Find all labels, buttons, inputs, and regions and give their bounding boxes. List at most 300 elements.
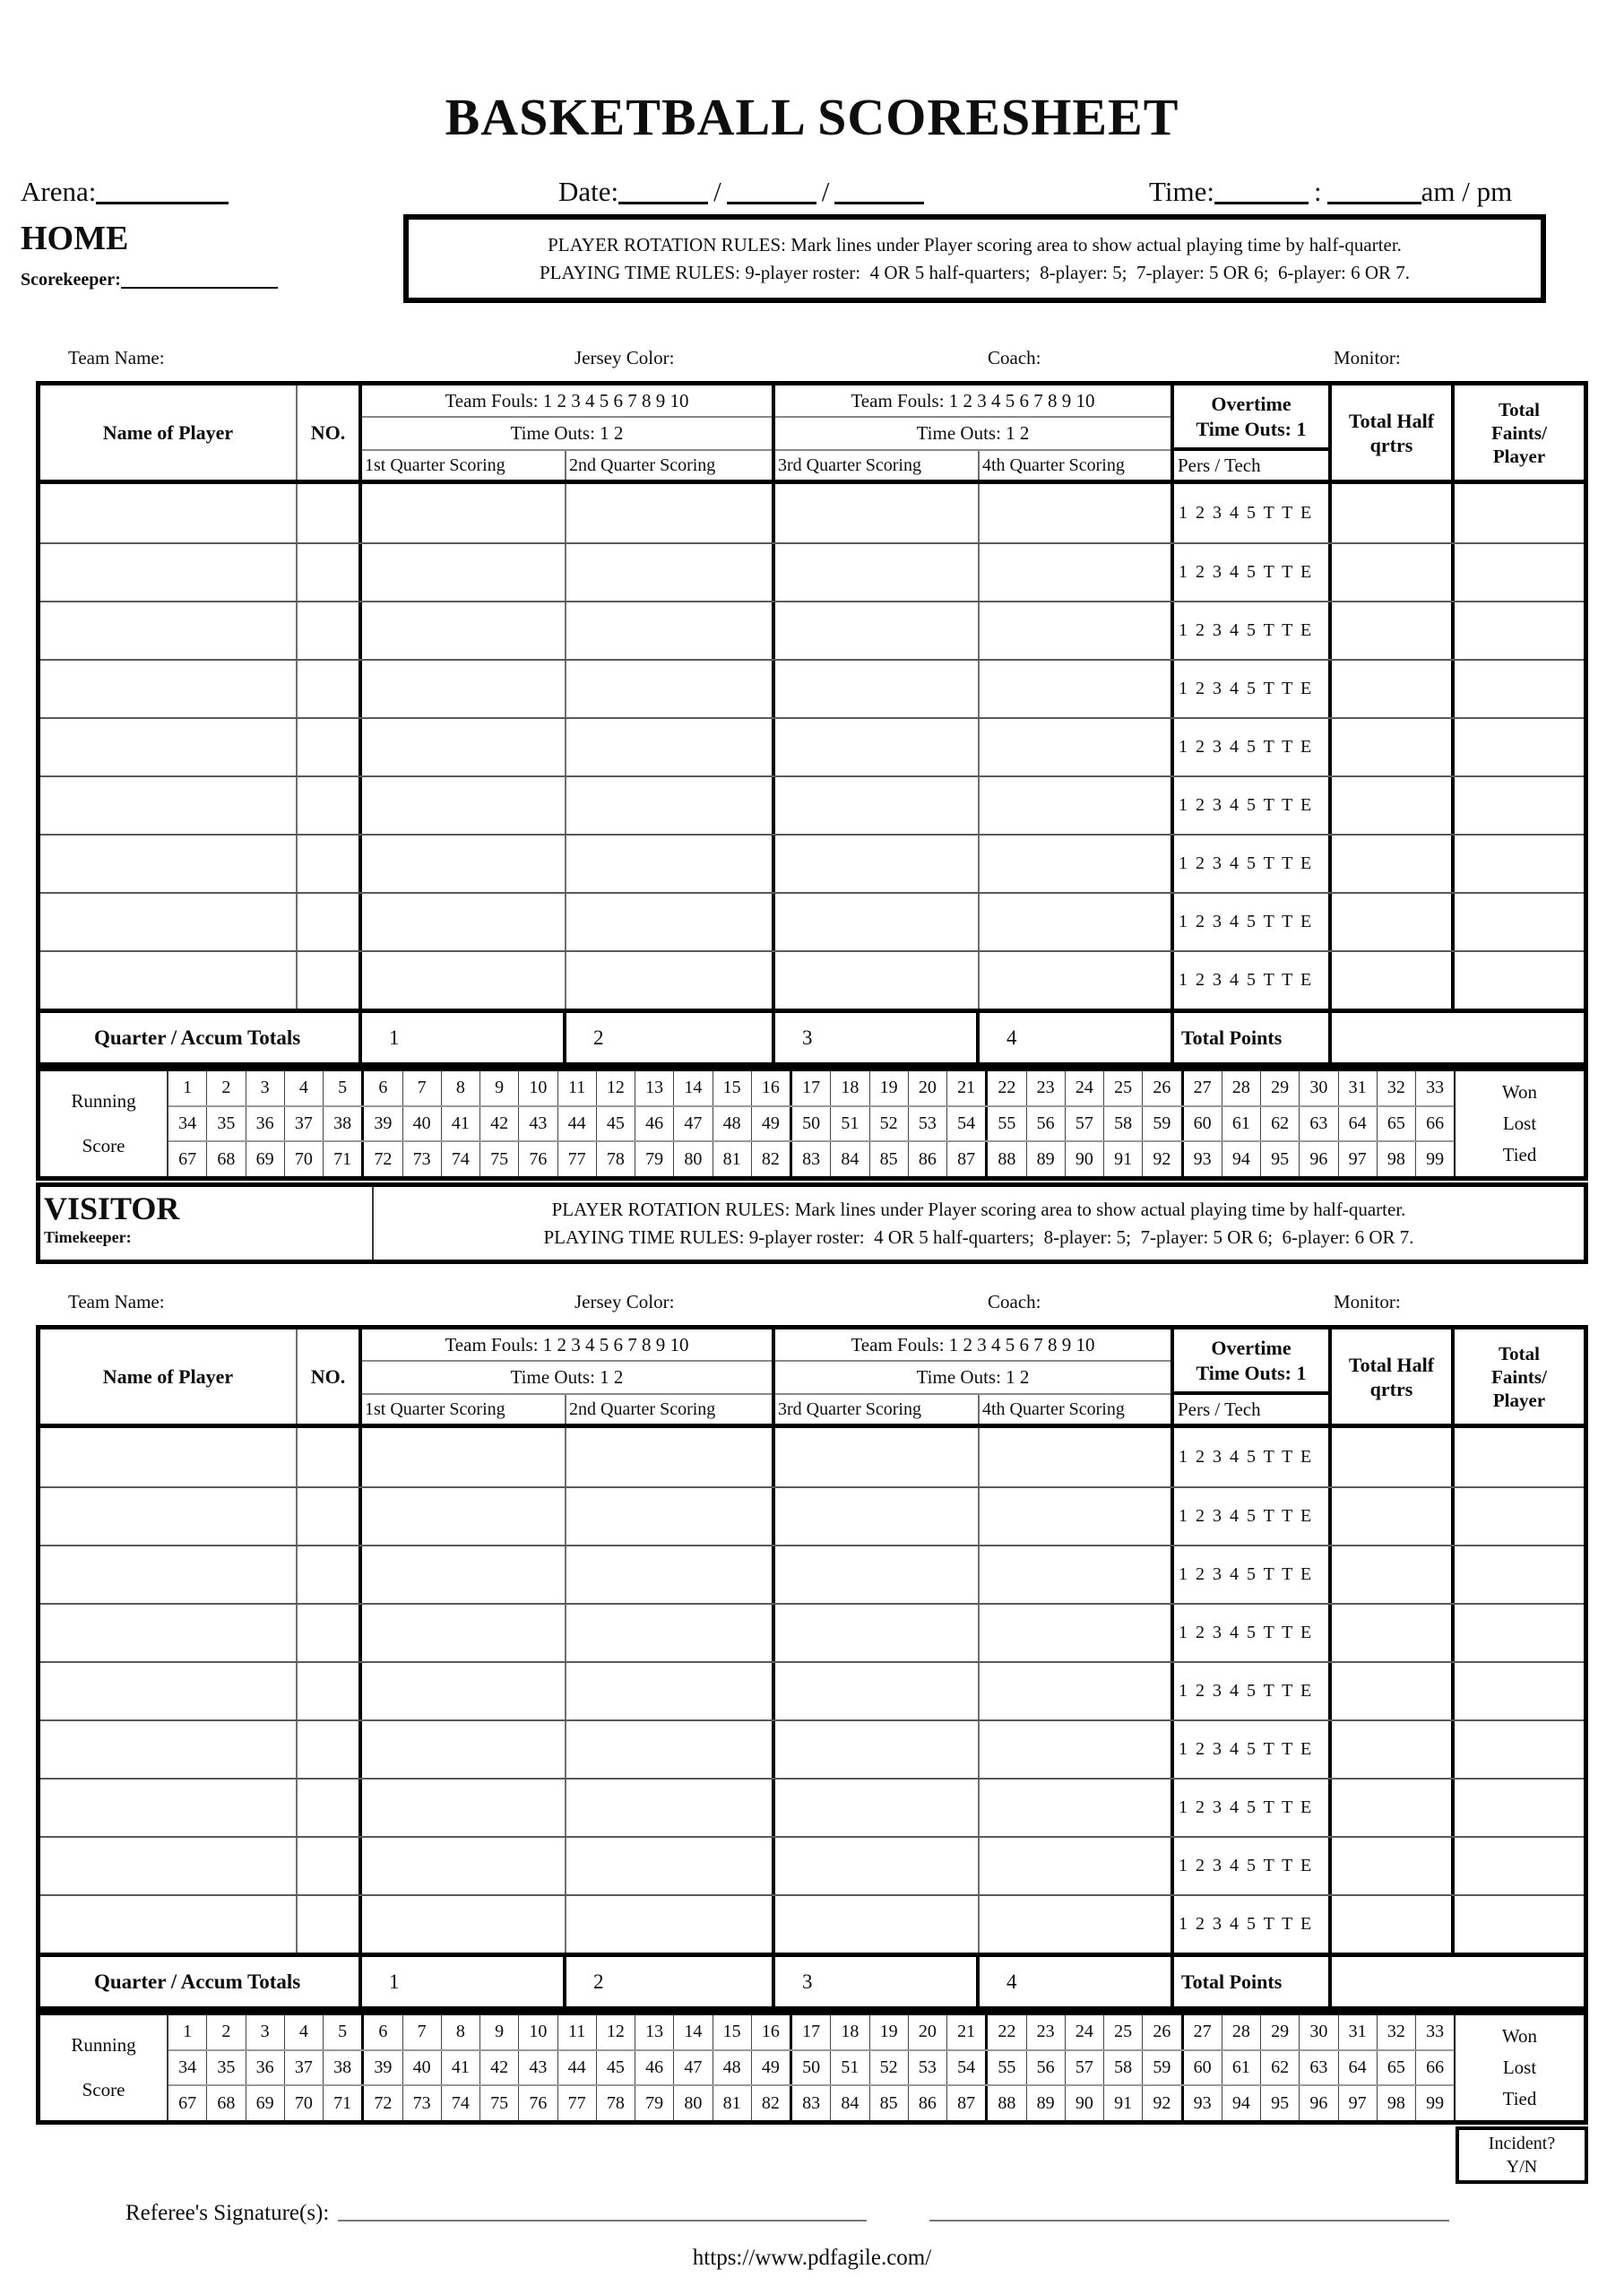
total-half-cell[interactable] bbox=[1332, 484, 1455, 542]
running-score-number[interactable]: 55 bbox=[988, 2051, 1026, 2085]
q4-scoring-cell[interactable] bbox=[980, 602, 1174, 659]
total-faints-cell[interactable] bbox=[1455, 1780, 1584, 1836]
q4-scoring-cell[interactable] bbox=[980, 1663, 1174, 1719]
total-faints-cell[interactable] bbox=[1455, 836, 1584, 892]
total-faints-cell[interactable] bbox=[1455, 894, 1584, 950]
running-score-number[interactable]: 67 bbox=[168, 1142, 207, 1176]
total-half-cell[interactable] bbox=[1332, 1838, 1455, 1894]
running-score-number[interactable]: 25 bbox=[1104, 2015, 1143, 2049]
running-score-number[interactable]: 93 bbox=[1184, 1142, 1222, 1176]
player-number-cell[interactable] bbox=[298, 1488, 362, 1545]
running-score-number[interactable]: 62 bbox=[1261, 1107, 1300, 1141]
personal-fouls-scale[interactable]: 1 2 3 4 5 T T E bbox=[1174, 602, 1332, 659]
running-score-number[interactable]: 21 bbox=[947, 1071, 988, 1105]
running-score-number[interactable]: 95 bbox=[1261, 2086, 1300, 2120]
running-score-number[interactable]: 32 bbox=[1378, 2015, 1416, 2049]
running-score-number[interactable]: 37 bbox=[285, 1107, 324, 1141]
q1-scoring-cell[interactable] bbox=[362, 894, 566, 950]
running-score-number[interactable]: 76 bbox=[519, 1142, 557, 1176]
running-score-number[interactable]: 97 bbox=[1339, 2086, 1378, 2120]
total-faints-cell[interactable] bbox=[1455, 1663, 1584, 1719]
total-half-cell[interactable] bbox=[1332, 1721, 1455, 1778]
result-label[interactable]: Lost bbox=[1502, 2057, 1537, 2078]
q3-scoring-cell[interactable] bbox=[775, 1488, 980, 1545]
player-number-cell[interactable] bbox=[298, 661, 362, 717]
running-score-number[interactable]: 36 bbox=[246, 2051, 285, 2085]
q3-scoring-cell[interactable] bbox=[775, 1663, 980, 1719]
q1-scoring-cell[interactable] bbox=[362, 484, 566, 542]
running-score-number[interactable]: 96 bbox=[1300, 2086, 1338, 2120]
running-score-number[interactable]: 83 bbox=[792, 1142, 831, 1176]
q4-scoring-cell[interactable] bbox=[980, 894, 1174, 950]
running-score-number[interactable]: 58 bbox=[1104, 1107, 1143, 1141]
running-score-number[interactable]: 85 bbox=[870, 2086, 909, 2120]
total-points-cell[interactable] bbox=[1332, 1013, 1584, 1062]
q2-scoring-cell[interactable] bbox=[566, 1428, 775, 1486]
running-score-number[interactable]: 59 bbox=[1143, 1107, 1183, 1141]
q4-scoring-cell[interactable] bbox=[980, 1488, 1174, 1545]
running-score-number[interactable]: 20 bbox=[909, 2015, 947, 2049]
running-score-number[interactable]: 60 bbox=[1184, 2051, 1222, 2085]
running-score-number[interactable]: 90 bbox=[1066, 2086, 1104, 2120]
arena-field[interactable] bbox=[96, 178, 229, 204]
q2-scoring-cell[interactable] bbox=[566, 602, 775, 659]
running-score-number[interactable]: 28 bbox=[1222, 1071, 1261, 1105]
q1-scoring-cell[interactable] bbox=[362, 1838, 566, 1894]
player-name-cell[interactable] bbox=[40, 719, 298, 775]
running-score-number[interactable]: 90 bbox=[1066, 1142, 1104, 1176]
total-faints-cell[interactable] bbox=[1455, 1721, 1584, 1778]
footer-url[interactable]: https://www.pdfagile.com/ bbox=[692, 2246, 932, 2270]
running-score-number[interactable]: 66 bbox=[1426, 1113, 1445, 1133]
player-number-cell[interactable] bbox=[298, 1546, 362, 1603]
running-score-number[interactable]: 96 bbox=[1300, 1142, 1338, 1176]
q3-scoring-cell[interactable] bbox=[775, 544, 980, 601]
running-score-number[interactable]: 68 bbox=[207, 2086, 246, 2120]
signature-line-2[interactable] bbox=[929, 2198, 1449, 2221]
player-name-cell[interactable] bbox=[40, 1780, 298, 1836]
running-score-number[interactable]: 63 bbox=[1300, 1107, 1338, 1141]
player-name-cell[interactable] bbox=[40, 894, 298, 950]
personal-fouls-scale[interactable]: 1 2 3 4 5 T T E bbox=[1174, 719, 1332, 775]
q4-scoring-cell[interactable] bbox=[980, 1546, 1174, 1603]
q1-scoring-cell[interactable] bbox=[362, 952, 566, 1009]
q4-scoring-cell[interactable] bbox=[980, 1780, 1174, 1836]
running-score-number[interactable]: 24 bbox=[1066, 2015, 1104, 2049]
running-score-number[interactable]: 99 bbox=[1426, 1148, 1445, 1169]
running-score-number[interactable]: 7 bbox=[403, 2015, 442, 2049]
running-score-number[interactable]: 7 bbox=[403, 1071, 442, 1105]
running-score-number[interactable]: 76 bbox=[519, 2086, 557, 2120]
player-number-cell[interactable] bbox=[298, 1780, 362, 1836]
running-score-number[interactable]: 31 bbox=[1339, 1071, 1378, 1105]
date-month-field[interactable] bbox=[727, 178, 816, 204]
q3-scoring-cell[interactable] bbox=[775, 1780, 980, 1836]
running-score-number[interactable]: 29 bbox=[1261, 1071, 1300, 1105]
running-score-number[interactable]: 73 bbox=[403, 2086, 442, 2120]
incident-box[interactable] bbox=[1456, 2126, 1588, 2184]
q3-scoring-cell[interactable] bbox=[775, 1896, 980, 1953]
incident-answer[interactable]: Y/N bbox=[1506, 2157, 1538, 2177]
player-number-cell[interactable] bbox=[298, 719, 362, 775]
total-half-cell[interactable] bbox=[1332, 661, 1455, 717]
q2-scoring-cell[interactable] bbox=[566, 1896, 775, 1953]
total-half-cell[interactable] bbox=[1332, 1488, 1455, 1545]
player-name-cell[interactable] bbox=[40, 777, 298, 834]
player-name-cell[interactable] bbox=[40, 836, 298, 892]
total-half-cell[interactable] bbox=[1332, 544, 1455, 601]
q3-scoring-cell[interactable] bbox=[775, 952, 980, 1009]
q4-scoring-cell[interactable] bbox=[980, 719, 1174, 775]
q3-scoring-cell[interactable] bbox=[775, 661, 980, 717]
q3-scoring-cell[interactable] bbox=[775, 484, 980, 542]
q1-scoring-cell[interactable] bbox=[362, 544, 566, 601]
running-score-number[interactable]: 93 bbox=[1184, 2086, 1222, 2120]
time-hour-field[interactable] bbox=[1214, 178, 1309, 204]
running-score-number[interactable]: 67 bbox=[168, 2086, 207, 2120]
running-score-number[interactable]: 60 bbox=[1184, 1107, 1222, 1141]
result-label[interactable]: Lost bbox=[1502, 1113, 1537, 1134]
total-faints-cell[interactable] bbox=[1455, 544, 1584, 601]
running-score-number[interactable]: 27 bbox=[1184, 2015, 1222, 2049]
running-score-number[interactable]: 92 bbox=[1143, 2086, 1183, 2120]
running-score-number[interactable]: 26 bbox=[1143, 2015, 1183, 2049]
player-number-cell[interactable] bbox=[298, 894, 362, 950]
q3-scoring-cell[interactable] bbox=[775, 1546, 980, 1603]
q4-total-cell[interactable]: 4 bbox=[980, 1013, 1174, 1062]
running-score-number[interactable]: 97 bbox=[1339, 1142, 1378, 1176]
player-name-cell[interactable] bbox=[40, 1896, 298, 1953]
running-score-number[interactable]: 48 bbox=[713, 1107, 752, 1141]
running-score-number[interactable]: 62 bbox=[1261, 2051, 1300, 2085]
player-number-cell[interactable] bbox=[298, 836, 362, 892]
player-name-cell[interactable] bbox=[40, 1663, 298, 1719]
running-score-number[interactable]: 71 bbox=[324, 2086, 364, 2120]
q1-scoring-cell[interactable] bbox=[362, 602, 566, 659]
running-score-number[interactable]: 86 bbox=[909, 2086, 947, 2120]
running-score-number[interactable]: 1 bbox=[168, 2015, 207, 2049]
running-score-number[interactable]: 16 bbox=[752, 2015, 792, 2049]
personal-fouls-scale[interactable]: 1 2 3 4 5 T T E bbox=[1174, 894, 1332, 950]
running-score-number[interactable]: 69 bbox=[246, 2086, 285, 2120]
total-half-cell[interactable] bbox=[1332, 952, 1455, 1009]
player-number-cell[interactable] bbox=[298, 1605, 362, 1661]
running-score-number[interactable]: 64 bbox=[1339, 1107, 1378, 1141]
player-number-cell[interactable] bbox=[298, 484, 362, 542]
running-score-number[interactable]: 18 bbox=[831, 2015, 869, 2049]
running-score-number[interactable]: 26 bbox=[1143, 1071, 1183, 1105]
total-half-cell[interactable] bbox=[1332, 1896, 1455, 1953]
running-score-number[interactable]: 89 bbox=[1027, 2086, 1066, 2120]
running-score-number[interactable]: 29 bbox=[1261, 2015, 1300, 2049]
running-score-number[interactable]: 40 bbox=[403, 2051, 442, 2085]
total-faints-cell[interactable] bbox=[1455, 1605, 1584, 1661]
q3-total-cell[interactable]: 3 bbox=[775, 1013, 980, 1062]
q2-scoring-cell[interactable] bbox=[566, 484, 775, 542]
q4-scoring-cell[interactable] bbox=[980, 1896, 1174, 1953]
running-score-number[interactable]: 88 bbox=[988, 1142, 1026, 1176]
q4-scoring-cell[interactable] bbox=[980, 952, 1174, 1009]
total-half-cell[interactable] bbox=[1332, 1605, 1455, 1661]
running-score-number[interactable]: 12 bbox=[597, 2015, 635, 2049]
running-score-number[interactable]: 79 bbox=[635, 1142, 674, 1176]
player-name-cell[interactable] bbox=[40, 1546, 298, 1603]
running-score-number[interactable]: 49 bbox=[752, 1107, 792, 1141]
running-score-number[interactable]: 2 bbox=[207, 2015, 246, 2049]
running-score-number[interactable]: 94 bbox=[1222, 1142, 1261, 1176]
date-year-field[interactable] bbox=[834, 178, 924, 204]
q1-scoring-cell[interactable] bbox=[362, 777, 566, 834]
running-score-number[interactable]: 25 bbox=[1104, 1071, 1143, 1105]
running-score-number[interactable]: 50 bbox=[792, 1107, 831, 1141]
running-score-number[interactable]: 21 bbox=[947, 2015, 988, 2049]
q1-scoring-cell[interactable] bbox=[362, 1428, 566, 1486]
running-score-number[interactable]: 61 bbox=[1222, 2051, 1261, 2085]
running-score-number[interactable]: 57 bbox=[1066, 2051, 1104, 2085]
signature-line-1[interactable] bbox=[338, 2198, 867, 2221]
player-name-cell[interactable] bbox=[40, 661, 298, 717]
total-points-cell[interactable] bbox=[1332, 1957, 1584, 2006]
running-score-number[interactable]: 95 bbox=[1261, 1142, 1300, 1176]
running-score-number[interactable]: 82 bbox=[752, 2086, 792, 2120]
running-score-number[interactable]: 68 bbox=[207, 1142, 246, 1176]
q3-scoring-cell[interactable] bbox=[775, 777, 980, 834]
personal-fouls-scale[interactable]: 1 2 3 4 5 T T E bbox=[1174, 952, 1332, 1009]
q1-scoring-cell[interactable] bbox=[362, 1605, 566, 1661]
q2-scoring-cell[interactable] bbox=[566, 1605, 775, 1661]
total-faints-cell[interactable] bbox=[1455, 719, 1584, 775]
q1-scoring-cell[interactable] bbox=[362, 1721, 566, 1778]
q3-scoring-cell[interactable] bbox=[775, 1838, 980, 1894]
personal-fouls-scale[interactable]: 1 2 3 4 5 T T E bbox=[1174, 1780, 1332, 1836]
q3-scoring-cell[interactable] bbox=[775, 836, 980, 892]
q1-scoring-cell[interactable] bbox=[362, 1896, 566, 1953]
player-name-cell[interactable] bbox=[40, 602, 298, 659]
running-score-number[interactable]: 56 bbox=[1027, 2051, 1066, 2085]
personal-fouls-scale[interactable]: 1 2 3 4 5 T T E bbox=[1174, 1838, 1332, 1894]
running-score-number[interactable]: 18 bbox=[831, 1071, 869, 1105]
running-score-number[interactable]: 39 bbox=[364, 1107, 402, 1141]
running-score-number[interactable]: 74 bbox=[442, 1142, 480, 1176]
running-score-number[interactable]: 44 bbox=[558, 1107, 597, 1141]
running-score-number[interactable]: 14 bbox=[674, 1071, 713, 1105]
personal-fouls-scale[interactable]: 1 2 3 4 5 T T E bbox=[1174, 661, 1332, 717]
q2-scoring-cell[interactable] bbox=[566, 952, 775, 1009]
q4-scoring-cell[interactable] bbox=[980, 1605, 1174, 1661]
running-score-number[interactable]: 79 bbox=[635, 2086, 674, 2120]
running-score-number[interactable]: 4 bbox=[285, 1071, 324, 1105]
running-score-number[interactable]: 41 bbox=[442, 1107, 480, 1141]
running-score-number[interactable]: 24 bbox=[1066, 1071, 1104, 1105]
running-score-number[interactable]: 1 bbox=[168, 1071, 207, 1105]
q2-scoring-cell[interactable] bbox=[566, 894, 775, 950]
running-score-number[interactable]: 30 bbox=[1300, 2015, 1338, 2049]
running-score-number[interactable]: 77 bbox=[558, 1142, 597, 1176]
running-score-number[interactable]: 4 bbox=[285, 2015, 324, 2049]
running-score-number[interactable]: 11 bbox=[558, 2015, 597, 2049]
running-score-number[interactable]: 2 bbox=[207, 1071, 246, 1105]
q4-scoring-cell[interactable] bbox=[980, 1838, 1174, 1894]
running-score-number[interactable]: 78 bbox=[597, 2086, 635, 2120]
player-name-cell[interactable] bbox=[40, 1605, 298, 1661]
q4-scoring-cell[interactable] bbox=[980, 661, 1174, 717]
running-score-number[interactable]: 23 bbox=[1027, 1071, 1066, 1105]
running-score-number[interactable]: 98 bbox=[1378, 1142, 1416, 1176]
running-score-number[interactable]: 53 bbox=[909, 1107, 947, 1141]
running-score-number[interactable]: 80 bbox=[674, 2086, 713, 2120]
running-score-number[interactable]: 69 bbox=[246, 1142, 285, 1176]
running-score-number[interactable]: 17 bbox=[792, 1071, 831, 1105]
running-score-number[interactable]: 52 bbox=[870, 1107, 909, 1141]
running-score-number[interactable]: 6 bbox=[364, 1071, 402, 1105]
q2-total-cell[interactable]: 2 bbox=[566, 1013, 775, 1062]
personal-fouls-scale[interactable]: 1 2 3 4 5 T T E bbox=[1174, 836, 1332, 892]
running-score-number[interactable]: 70 bbox=[285, 2086, 324, 2120]
running-score-number[interactable]: 52 bbox=[870, 2051, 909, 2085]
running-score-number[interactable]: 32 bbox=[1378, 1071, 1416, 1105]
running-score-number[interactable]: 55 bbox=[988, 1107, 1026, 1141]
running-score-number[interactable]: 43 bbox=[519, 1107, 557, 1141]
running-score-number[interactable]: 46 bbox=[635, 1107, 674, 1141]
running-score-number[interactable]: 86 bbox=[909, 1142, 947, 1176]
running-score-number[interactable]: 98 bbox=[1378, 2086, 1416, 2120]
running-score-number[interactable]: 33 bbox=[1426, 1078, 1445, 1098]
result-label[interactable]: Won bbox=[1501, 1081, 1538, 1103]
running-score-number[interactable]: 47 bbox=[674, 1107, 713, 1141]
q2-scoring-cell[interactable] bbox=[566, 544, 775, 601]
running-score-number[interactable]: 81 bbox=[713, 2086, 752, 2120]
running-score-number[interactable]: 56 bbox=[1027, 1107, 1066, 1141]
player-number-cell[interactable] bbox=[298, 1896, 362, 1953]
running-score-number[interactable]: 91 bbox=[1104, 2086, 1143, 2120]
running-score-number[interactable]: 72 bbox=[364, 2086, 402, 2120]
player-number-cell[interactable] bbox=[298, 1721, 362, 1778]
player-name-cell[interactable] bbox=[40, 484, 298, 542]
q3-scoring-cell[interactable] bbox=[775, 1605, 980, 1661]
q1-scoring-cell[interactable] bbox=[362, 1546, 566, 1603]
running-score-number[interactable]: 66 bbox=[1426, 2057, 1445, 2077]
personal-fouls-scale[interactable]: 1 2 3 4 5 T T E bbox=[1174, 1721, 1332, 1778]
total-faints-cell[interactable] bbox=[1455, 602, 1584, 659]
q2-total-cell[interactable]: 2 bbox=[566, 1957, 775, 2006]
running-score-number[interactable]: 40 bbox=[403, 1107, 442, 1141]
player-name-cell[interactable] bbox=[40, 1721, 298, 1778]
running-score-number[interactable]: 83 bbox=[792, 2086, 831, 2120]
running-score-number[interactable]: 59 bbox=[1143, 2051, 1183, 2085]
running-score-number[interactable]: 51 bbox=[831, 2051, 869, 2085]
running-score-number[interactable]: 77 bbox=[558, 2086, 597, 2120]
running-score-number[interactable]: 73 bbox=[403, 1142, 442, 1176]
running-score-number[interactable]: 58 bbox=[1104, 2051, 1143, 2085]
total-half-cell[interactable] bbox=[1332, 777, 1455, 834]
result-label[interactable]: Won bbox=[1501, 2025, 1538, 2047]
time-minute-field[interactable] bbox=[1327, 178, 1421, 204]
player-number-cell[interactable] bbox=[298, 602, 362, 659]
running-score-number[interactable]: 70 bbox=[285, 1142, 324, 1176]
running-score-number[interactable]: 43 bbox=[519, 2051, 557, 2085]
running-score-number[interactable]: 36 bbox=[246, 1107, 285, 1141]
running-score-number[interactable]: 99 bbox=[1426, 2092, 1445, 2113]
running-score-number[interactable]: 54 bbox=[947, 2051, 988, 2085]
running-score-number[interactable]: 16 bbox=[752, 1071, 792, 1105]
running-score-number[interactable]: 64 bbox=[1339, 2051, 1378, 2085]
total-half-cell[interactable] bbox=[1332, 894, 1455, 950]
total-faints-cell[interactable] bbox=[1455, 1488, 1584, 1545]
total-faints-cell[interactable] bbox=[1455, 1428, 1584, 1486]
running-score-number[interactable]: 13 bbox=[635, 2015, 674, 2049]
running-score-number[interactable]: 19 bbox=[870, 1071, 909, 1105]
total-faints-cell[interactable] bbox=[1455, 1896, 1584, 1953]
running-score-number[interactable]: 6 bbox=[364, 2015, 402, 2049]
running-score-number[interactable]: 87 bbox=[947, 1142, 988, 1176]
q4-scoring-cell[interactable] bbox=[980, 777, 1174, 834]
total-faints-cell[interactable] bbox=[1455, 484, 1584, 542]
result-label[interactable]: Tied bbox=[1502, 1144, 1537, 1165]
q2-scoring-cell[interactable] bbox=[566, 661, 775, 717]
q3-scoring-cell[interactable] bbox=[775, 1721, 980, 1778]
running-score-number[interactable]: 89 bbox=[1027, 1142, 1066, 1176]
running-score-number[interactable]: 39 bbox=[364, 2051, 402, 2085]
running-score-number[interactable]: 53 bbox=[909, 2051, 947, 2085]
personal-fouls-scale[interactable]: 1 2 3 4 5 T T E bbox=[1174, 1896, 1332, 1953]
personal-fouls-scale[interactable]: 1 2 3 4 5 T T E bbox=[1174, 1663, 1332, 1719]
q2-scoring-cell[interactable] bbox=[566, 1546, 775, 1603]
q4-scoring-cell[interactable] bbox=[980, 1721, 1174, 1778]
running-score-number[interactable]: 44 bbox=[558, 2051, 597, 2085]
q1-scoring-cell[interactable] bbox=[362, 1488, 566, 1545]
running-score-number[interactable]: 87 bbox=[947, 2086, 988, 2120]
running-score-number[interactable]: 61 bbox=[1222, 1107, 1261, 1141]
q3-scoring-cell[interactable] bbox=[775, 602, 980, 659]
player-number-cell[interactable] bbox=[298, 544, 362, 601]
q4-scoring-cell[interactable] bbox=[980, 1428, 1174, 1486]
running-score-number[interactable]: 9 bbox=[480, 1071, 519, 1105]
total-half-cell[interactable] bbox=[1332, 1663, 1455, 1719]
running-score-number[interactable]: 3 bbox=[246, 1071, 285, 1105]
running-score-number[interactable]: 84 bbox=[831, 2086, 869, 2120]
total-faints-cell[interactable] bbox=[1455, 1838, 1584, 1894]
player-name-cell[interactable] bbox=[40, 544, 298, 601]
running-score-number[interactable]: 8 bbox=[442, 2015, 480, 2049]
running-score-number[interactable]: 57 bbox=[1066, 1107, 1104, 1141]
running-score-number[interactable]: 81 bbox=[713, 1142, 752, 1176]
running-score-number[interactable]: 51 bbox=[831, 1107, 869, 1141]
running-score-number[interactable]: 13 bbox=[635, 1071, 674, 1105]
q1-total-cell[interactable]: 1 bbox=[362, 1957, 566, 2006]
q1-scoring-cell[interactable] bbox=[362, 661, 566, 717]
personal-fouls-scale[interactable]: 1 2 3 4 5 T T E bbox=[1174, 1605, 1332, 1661]
running-score-number[interactable]: 5 bbox=[324, 2015, 364, 2049]
running-score-number[interactable]: 9 bbox=[480, 2015, 519, 2049]
date-day-field[interactable] bbox=[618, 178, 708, 204]
running-score-number[interactable]: 48 bbox=[713, 2051, 752, 2085]
q2-scoring-cell[interactable] bbox=[566, 1663, 775, 1719]
q3-scoring-cell[interactable] bbox=[775, 894, 980, 950]
running-score-number[interactable]: 91 bbox=[1104, 1142, 1143, 1176]
running-score-number[interactable]: 82 bbox=[752, 1142, 792, 1176]
running-score-number[interactable]: 94 bbox=[1222, 2086, 1261, 2120]
running-score-number[interactable]: 74 bbox=[442, 2086, 480, 2120]
running-score-number[interactable]: 38 bbox=[324, 1107, 364, 1141]
running-score-number[interactable]: 54 bbox=[947, 1107, 988, 1141]
running-score-number[interactable]: 27 bbox=[1184, 1071, 1222, 1105]
running-score-number[interactable]: 42 bbox=[480, 1107, 519, 1141]
player-number-cell[interactable] bbox=[298, 1838, 362, 1894]
q1-scoring-cell[interactable] bbox=[362, 719, 566, 775]
q2-scoring-cell[interactable] bbox=[566, 1780, 775, 1836]
running-score-number[interactable]: 71 bbox=[324, 1142, 364, 1176]
player-number-cell[interactable] bbox=[298, 1428, 362, 1486]
